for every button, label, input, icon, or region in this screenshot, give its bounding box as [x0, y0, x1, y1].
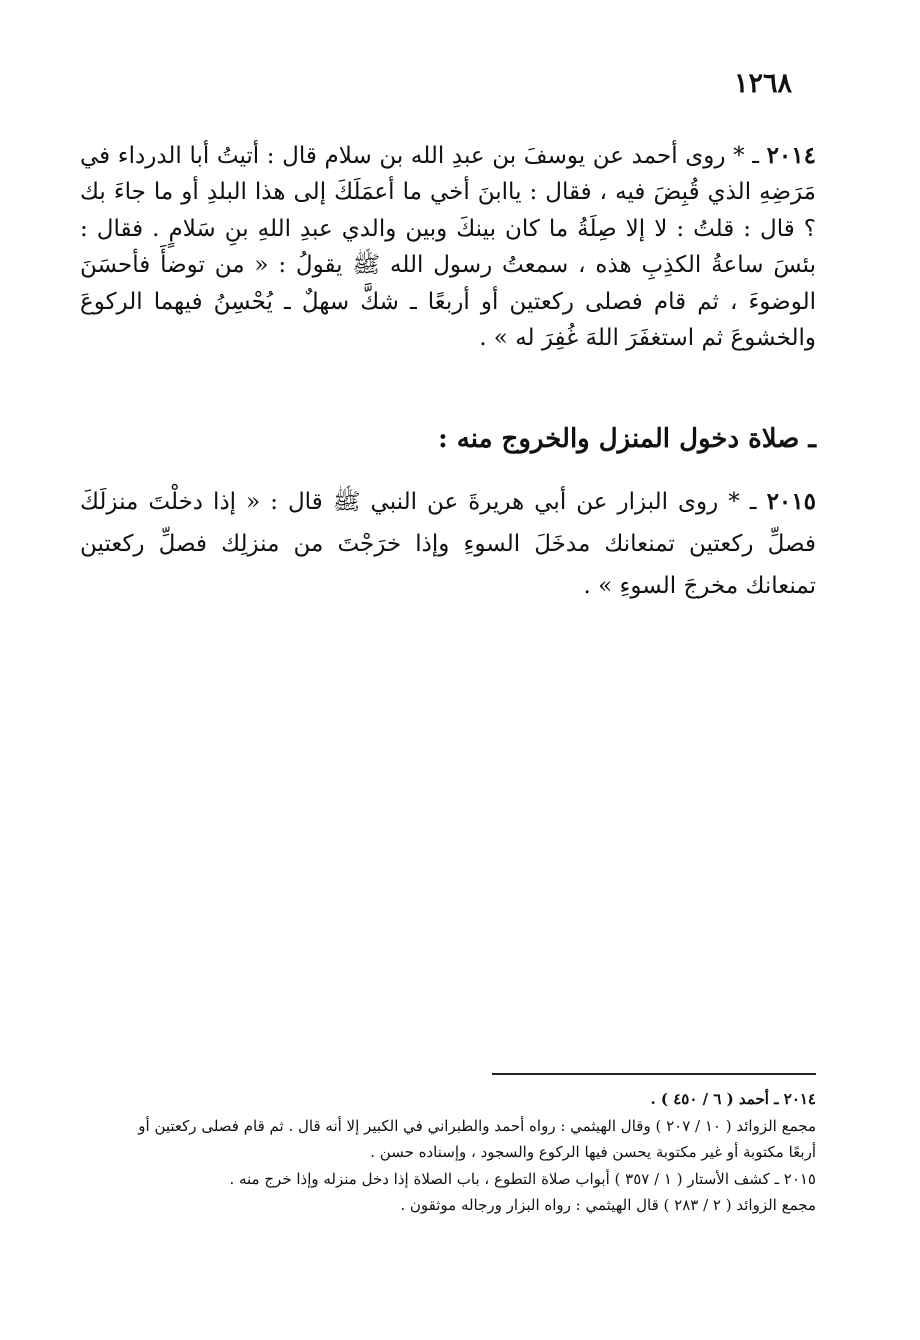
- hadith-2015-number: ٢٠١٥: [766, 488, 816, 515]
- footnote-2015-zawaid: مجمع الزوائد ( ٢ / ٢٨٣ ) قال الهيثمي : رواه البزار ورجاله موثقون .: [400, 1196, 816, 1214]
- footnote-2014-zawaid-line-1: مجمع الزوائد ( ١٠ / ٢٠٧ ) وقال الهيثمي : رواه أحمد والطبراني في الكبير إلا أنه قال . ثم قام فصلى ركعتين أو: [138, 1116, 816, 1135]
- footnote-2015-source: ٢٠١٥ ـ كشف الأستار ( ١ / ٣٥٧ ) أبواب صلاة التطوع ، باب الصلاة إذا دخل منزله وإذا خرج منه .: [229, 1169, 816, 1188]
- footnote-2014-source: ٢٠١٤ ـ أحمد ( ٦ / ٤٥٠ ) .: [650, 1090, 816, 1108]
- hadith-2014-number: ٢٠١٤: [766, 142, 816, 169]
- footnote-divider: [492, 1073, 816, 1075]
- footnotes: [80, 1086, 816, 1219]
- footnote-2014-zawaid-line-2: أربعًا مكتوبة أو غير مكتوبة يحسن فيها الركوع والسجود ، وإسناده حسن .: [370, 1143, 816, 1161]
- section-heading: ـ صلاة دخول المنزل والخروج منه :: [438, 424, 816, 454]
- hadith-2014-paragraph: [80, 138, 816, 356]
- hadith-2014-text: ـ * روى أحمد عن يوسفَ بن عبدِ الله بن سلام قال : أتيتُ أبا الدرداء في مَرَضِهِ الذي قُبِضَ فيه ، فقال : ياابنَ أخي ما أعمَلَكَ إلى هذا البلدِ أو ما جاءَ بك ؟ قال : قلتُ : لا إلا صِلَةُ ما كان بينكَ وبين والدي عبدِ اللهِ بنِ سَلامٍ . فقال : بئسَ ساعةُ الكذِبِ هذه ، سمعتُ رسول الله ﷺ يقولُ : « من توضأَ فأحسَنَ الوضوءَ ، ثم قام فصلى ركعتين أو أربعًا ـ شكَّ سهلٌ ـ يُحْسِنُ فيهما الركوعَ والخشوعَ ثم استغفَرَ اللهَ غُفِرَ له » .: [80, 143, 816, 352]
- hadith-2015-text: ـ * روى البزار عن أبي هريرةَ عن النبي ﷺ قال : « إذا دخلْتَ منزلَكَ فصلِّ ركعتين تمنعانك مدخَلَ السوءِ وإذا خرَجْتَ من منزلِك فصلِّ ركعتين تمنعانك مخرجَ السوءِ » .: [80, 489, 816, 599]
- hadith-2015-paragraph: [80, 481, 816, 607]
- page-number: ١٢٦٨: [733, 68, 792, 99]
